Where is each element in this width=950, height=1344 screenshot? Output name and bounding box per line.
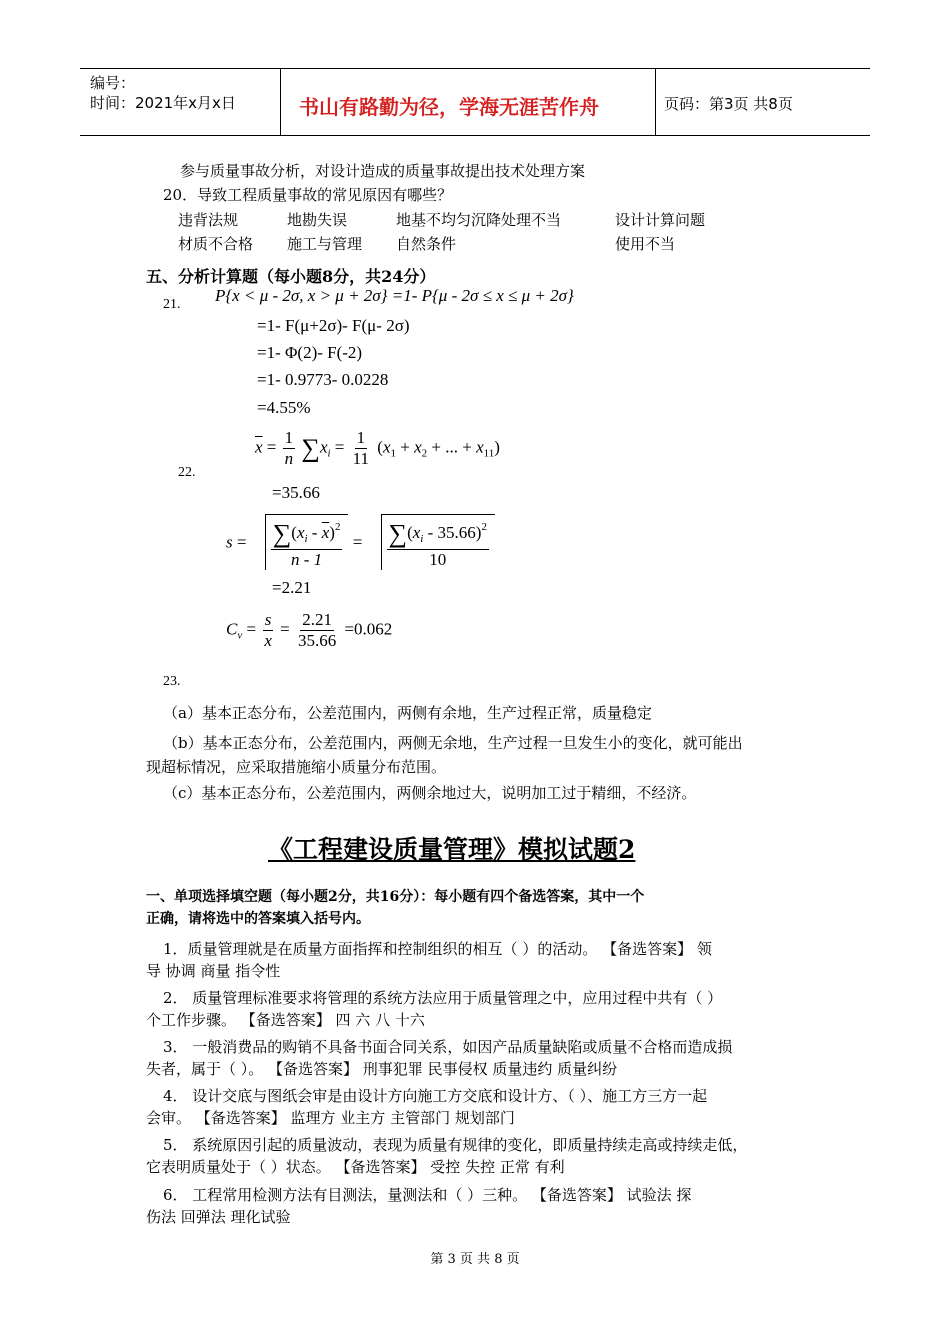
cause-item: 地勘失误 [287,211,348,229]
header-motto: 书山有路勤为径，学海无涯苦作舟 [299,95,599,119]
q22-number: 22. [178,465,196,480]
cause-item: 施工与管理 [287,235,363,253]
q23-b-2: 现超标情况，应采取措施缩小质量分布范围。 [146,758,447,776]
q22-cv-denominator: 35.66 [297,631,337,650]
q21-line-4: =1- 0.9773- 0.0228 [257,370,389,389]
section-5-title: 五、分析计算题（每小题8分，共24分） [146,267,436,286]
question-20: 20．导致工程质量事故的常见原因有哪些？ [163,186,453,204]
q22-mean-result: =35.66 [272,483,320,502]
cause-item: 地基不均匀沉降处理不当 [396,211,562,229]
exam-2-item-4-line-1: 4． 设计交底与图纸会审是由设计方向施工方交底和设计方、（ ）、施工方三方一起 [163,1087,708,1105]
page-footer: 第 3 页 共 8 页 [430,1252,520,1267]
continued-line: 参与质量事故分析，对设计造成的质量事故提出技术处理方案 [180,162,586,180]
exam-2-item-4-line-2: 会审。 【备选答案】 监理方 业主方 主管部门 规划部门 [146,1109,515,1127]
q21-line-5: =4.55% [257,398,311,417]
cause-item: 材质不合格 [178,235,254,253]
cause-item: 设计计算问题 [615,211,706,229]
cause-item: 使用不当 [615,235,676,253]
exam-2-section-1-b: 正确，请将选中的答案填入括号内。 [146,911,370,927]
q22-std-formula: s = $\frac{\sum(x_i - \overline{x})^2}{n - 1}$ = $\frac{\sum(x_i - 35.66)^2}{10}$ [226,514,495,570]
exam-2-item-2-line-1: 2． 质量管理标准要求将管理的系统方法应用于质量管理之中，应用过程中共有（ ） [163,989,723,1007]
doc-number-label: 编号： [90,74,136,92]
q22-cv-numerator: 2.21 [302,610,332,629]
q22-std-den-1: n - 1 [290,550,323,569]
exam-2-item-5-line-2: 它表明质量处于（ ）状态。 【备选答案】 受控 失控 正常 有利 [146,1158,565,1176]
q22-std-result: =2.21 [272,578,312,597]
q23-c: （c）基本正态分布，公差范围内，两侧余地过大，说明加工过于精细，不经济。 [163,784,697,802]
q21-number: 21. [163,297,181,312]
exam-2-item-6-line-2: 伤法 回弹法 理化试验 [146,1208,291,1226]
q21-line-2: =1- F(μ+2σ)- F(μ- 2σ) [257,316,410,335]
q21-line-3: =1- Φ(2)- F(-2) [257,343,363,362]
exam-2-item-3-line-1: 3． 一般消费品的购销不具备书面合同关系，如因产品质量缺陷或质量不合格而造成损 [163,1038,733,1056]
exam-2-item-6-line-1: 6． 工程常用检测方法有目测法，量测法和（ ）三种。 【备选答案】 试验法 探 [163,1186,692,1204]
q22-cv-formula: $C_v$ = $\frac{s}{x}$ = $\frac{2.21}{35.66}$ =0.062 [226,610,393,650]
q22-mean-formula: $\overline{x}$ = $\frac{1}{n}$ $\sum x_i$ = $\frac{1}{11}$ ($x_1 + x_2$ + ... + $x_{11}$) [255,428,500,468]
q23-number: 23. [163,674,181,689]
exam-2-title: 《工程建设质量管理》模拟试题2 [268,835,636,864]
exam-2-item-1-line-2: 导 协调 商量 指令性 [146,962,281,980]
exam-2-item-3-line-2: 失者，属于（ ）。 【备选答案】 刑事犯罪 民事侵权 质量违约 质量纠纷 [146,1060,618,1078]
exam-2-section-1-a: 一、单项选择填空题（每小题2分，共16分）：每小题有四个备选答案，其中一个 [146,889,645,905]
q21-line-1: P{x < μ - 2σ, x > μ + 2σ} =1- P{μ - 2σ ≤ x ≤ μ + 2σ} [215,286,574,305]
exam-2-item-5-line-1: 5． 系统原因引起的质量波动，表现为质量有规律的变化，即质量持续走高或持续走低， [163,1136,748,1154]
cause-item: 自然条件 [396,235,457,253]
exam-2-item-1-line-1: 1．质量管理就是在质量方面指挥和控制组织的相互（ ）的活动。 【备选答案】 领 [163,940,712,958]
q23-b-1: （b）基本正态分布，公差范围内，两侧无余地，生产过程一旦发生小的变化，就可能出 [163,734,743,752]
exam-2-item-2-line-2: 个工作步骤。 【备选答案】 四 六 八 十六 [146,1011,425,1029]
q22-cv-result: =0.062 [344,619,393,639]
q22-std-den-2: 10 [429,550,447,569]
q23-a: （a）基本正态分布，公差范围内，两侧有余地，生产过程正常，质量稳定 [163,704,652,722]
cause-item: 违背法规 [178,211,239,229]
doc-time-label: 时间：2021年x月x日 [90,94,236,112]
page-indicator: 页码：第3页 共8页 [664,95,793,113]
